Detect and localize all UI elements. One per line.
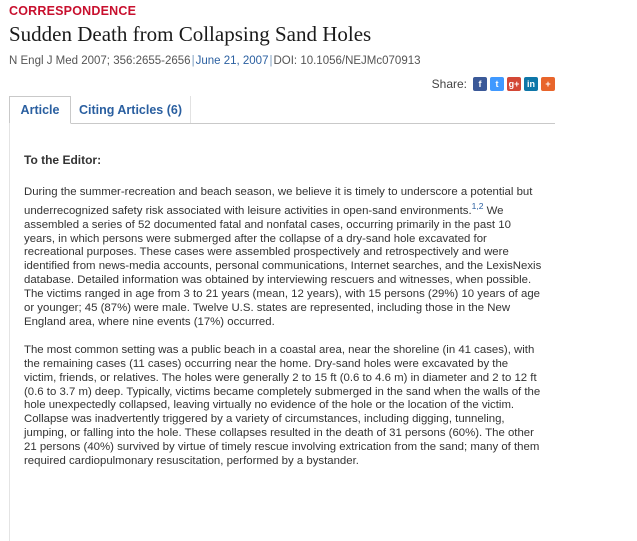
article-title: Sudden Death from Collapsing Sand Holes [9,22,372,46]
paragraph-1 [24,186,543,330]
separator: | [191,55,195,67]
paragraph-1-rest: We assembled a series of 52 documented fatal and nonfatal cases, occurring primarily in the past 10 years, in which persons were submerged after the collapse of a dry-sand hole excavated for recreational purposes. These cases were assembled prospectively and retrospectively and were identified from news-media accounts, personal communications, Internet searches, and the LexisNexis database. Detailed information was obtained by interviewing rescuers and witnesses, when possible. The victims ranged in age from 3 to 21 years (mean, 12 years), with 15 persons (29%) 10 years of age or younger; 45 (87%) were male. Twelve U.S. states are represented, including those in the New England area, where nine events (17%) occurred. [24,204,542,328]
tab-citing-articles[interactable]: Citing Articles (6) [71,96,191,123]
article-tabs [9,96,555,124]
paragraph-1-start: During the summer-recreation and beach season, we believe it is timely to underscore a potential but underrecognized safety risk associated with leisure activities in open-sand environments. [24,186,533,217]
more-share-icon[interactable]: + [541,77,555,91]
linkedin-icon[interactable]: in [524,77,538,91]
paragraph-2: The most common setting was a public beach in a coastal area, near the shoreline (in 41 cases), with the remaining cases (11 cases) occurring near the home. Dry-sand holes were excavated by the victim, friends, or relatives. The holes were generally 2 to 15 ft (0.6 to 4.6 m) in diameter and 2 to 12 ft (0.6 to 3.7 m) deep. Typically, victims became completely submerged in the sand when the walls of the hole unexpectedly collapsed, leaving virtually no evidence of the hole or the location of the victim. Collapse was inadvertently triggered by a variety of circumstances, including digging, tunneling, jumping, or falling into the hole. These collapses resulted in the death of 31 persons (60%). The other 21 persons (40%) survived by virtue of timely rescue involving extrication from the sand; many of them required cardiopulmonary resuscitation, performed by a bystander. [24,343,541,468]
google-plus-icon[interactable]: g+ [507,77,521,91]
twitter-icon[interactable]: t [490,77,504,91]
article-body [9,123,555,541]
publication-date[interactable]: June 21, 2007 [195,55,269,67]
tab-article[interactable]: Article [9,96,71,124]
separator: | [269,55,273,67]
reference-link[interactable]: 1,2 [471,200,484,211]
share-label: Share: [431,77,467,91]
salutation: To the Editor: [24,153,102,167]
citation-line [9,55,421,67]
facebook-icon[interactable]: f [473,77,487,91]
journal-citation: N Engl J Med 2007; 356:2655-2656 [9,55,191,67]
section-label: CORRESPONDENCE [9,4,137,18]
doi: DOI: 10.1056/NEJMc070913 [273,55,421,67]
share-bar [432,77,555,91]
